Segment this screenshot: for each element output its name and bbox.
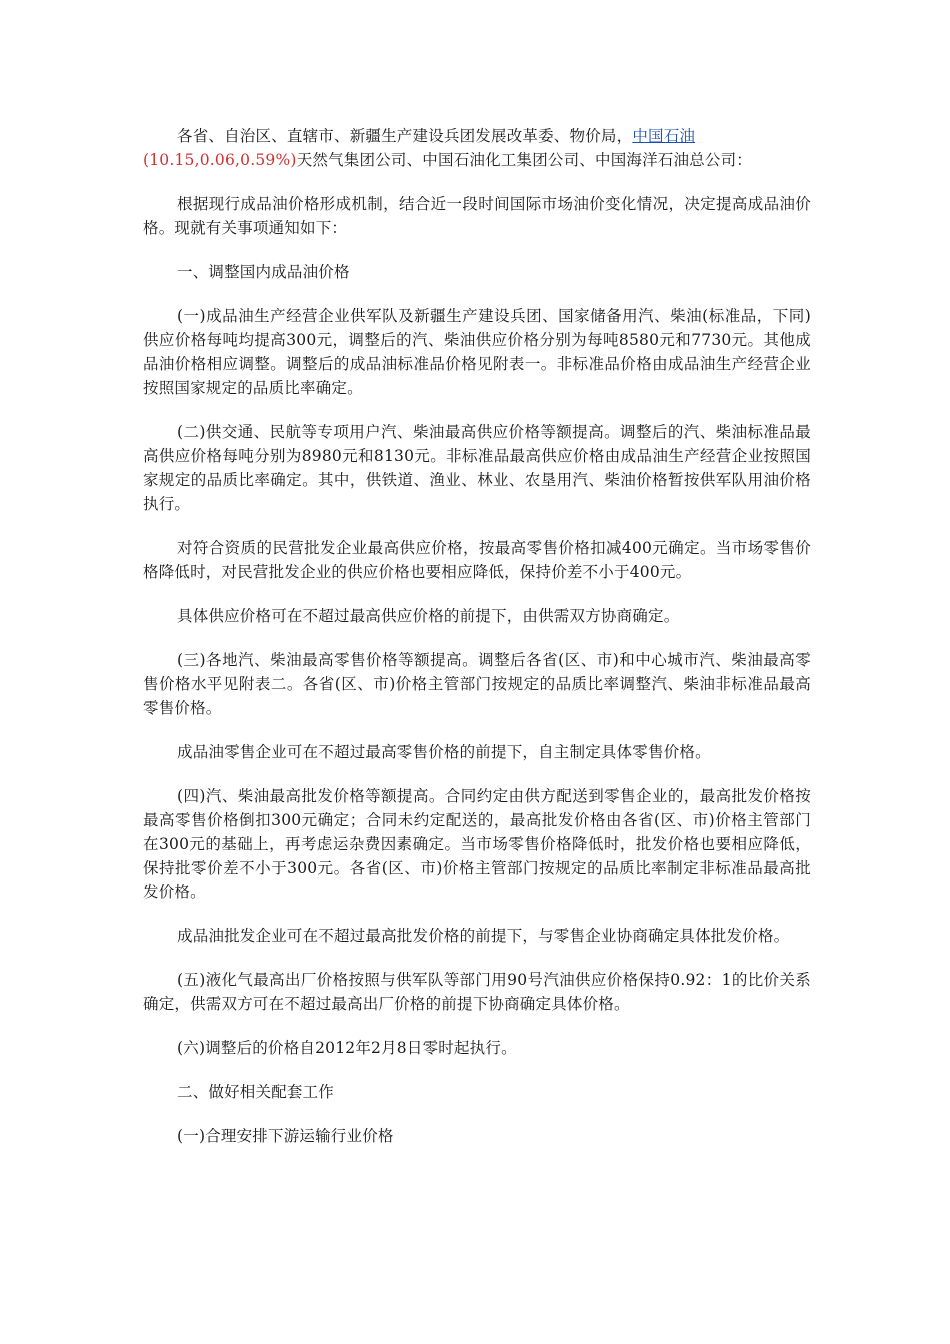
paragraph-item-1: (一)成品油生产经营企业供军队及新疆生产建设兵团、国家储备用汽、柴油(标准品，下同)供应价格每吨均提高300元，调整后的汽、柴油供应价格分别为每吨8580元和7730元。其他成品油价格相应调整。调整后的成品油标准品价格见附表一。非标准品价格由成品油生产经营企业按照国家规定的品质比率确定。 <box>143 307 811 397</box>
salutation-paragraph <box>143 124 811 172</box>
paragraph-wholesale-negotiation: 成品油批发企业可在不超过最高批发价格的前提下，与零售企业协商确定具体批发价格。 <box>177 927 790 945</box>
salutation-suffix: 天然气集团公司、中国石油化工集团公司、中国海洋石油总公司： <box>296 151 752 169</box>
paragraph-item-5: (五)液化气最高出厂价格按照与供军队等部门用90号汽油供应价格保持0.92：1的比价关系确定，供需双方可在不超过最高出厂价格的前提下协商确定具体价格。 <box>143 971 811 1013</box>
paragraph-item-6: (六)调整后的价格自2012年2月8日零时起执行。 <box>177 1039 517 1057</box>
paragraph-item-4: (四)汽、柴油最高批发价格等额提高。合同约定由供方配送到零售企业的，最高批发价格按最高零售价格倒扣300元确定；合同未约定配送的，最高批发价格由各省(区、市)价格主管部门在300元的基础上，再考虑运杂费因素确定。当市场零售价格降低时，批发价格也要相应降低，保持批零价差不小于300元。各省(区、市)价格主管部门按规定的品质比率制定非标准品最高批发价格。 <box>143 787 811 901</box>
paragraph-intro: 根据现行成品油价格形成机制，结合近一段时间国际市场油价变化情况，决定提高成品油价格。现就有关事项通知如下： <box>143 195 811 237</box>
section-heading-1: 一、调整国内成品油价格 <box>177 263 350 281</box>
paragraph-subsection-1: (一)合理安排下游运输行业价格 <box>177 1127 394 1145</box>
paragraph-retail-pricing: 成品油零售企业可在不超过最高零售价格的前提下，自主制定具体零售价格。 <box>177 743 711 761</box>
section-heading-2: 二、做好相关配套工作 <box>177 1083 335 1101</box>
paragraph-private-wholesale: 对符合资质的民营批发企业最高供应价格，按最高零售价格扣减400元确定。当市场零售价格降低时，对民营批发企业的供应价格也要相应降低，保持价差不小于400元。 <box>143 539 811 581</box>
stock-quote: (10.15,0.06,0.59%) <box>143 151 297 169</box>
document-body <box>143 124 811 1168</box>
salutation-prefix: 各省、自治区、直辖市、新疆生产建设兵团发展改革委、物价局， <box>177 127 633 145</box>
paragraph-item-2: (二)供交通、民航等专项用户汽、柴油最高供应价格等额提高。调整后的汽、柴油标准品最高供应价格每吨分别为8980元和8130元。非标准品最高供应价格由成品油生产经营企业按照国家规定的品质比率确定。其中，供铁道、渔业、林业、农垦用汽、柴油价格暂按供军队用油价格执行。 <box>143 423 811 513</box>
paragraph-item-3: (三)各地汽、柴油最高零售价格等额提高。调整后各省(区、市)和中心城市汽、柴油最高零售价格水平见附表二。各省(区、市)价格主管部门按规定的品质比率调整汽、柴油非标准品最高零售价格。 <box>143 651 811 717</box>
company-link[interactable]: 中国石油 <box>632 127 696 145</box>
paragraph-supply-negotiation: 具体供应价格可在不超过最高供应价格的前提下，由供需双方协商确定。 <box>177 607 680 625</box>
